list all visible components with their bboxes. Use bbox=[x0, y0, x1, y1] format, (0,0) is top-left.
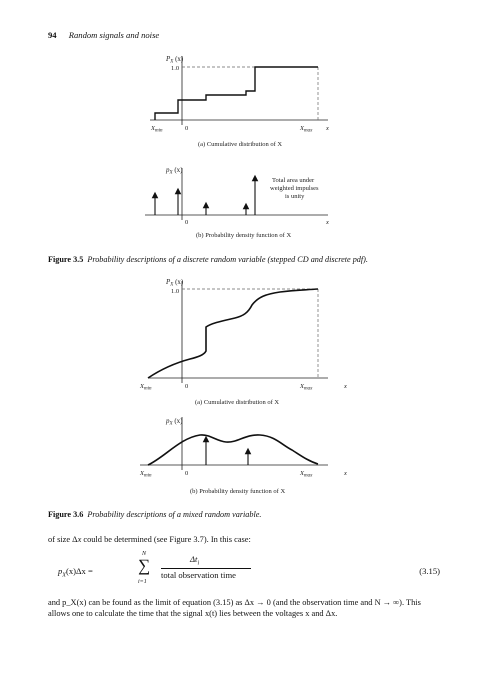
mixed-cdf-x-label: x bbox=[344, 383, 347, 390]
eq-lhs: $p_X(x)\Delta x$ = bbox=[58, 566, 93, 579]
mixed-pdf-caption: (b) Probability density function of X bbox=[190, 488, 286, 495]
eq-fraction-bar bbox=[161, 568, 251, 569]
mixed-cdf-zero-label: 0 bbox=[185, 383, 189, 390]
pdf-caption: (b) Probability density function of X bbox=[196, 232, 292, 239]
pdf-ylabel: $p_X$ (x) bbox=[166, 166, 183, 176]
mixed-pdf-curve bbox=[148, 435, 318, 465]
eq-denominator: total observation time bbox=[161, 570, 236, 580]
eq-sum-sign: ∑ bbox=[138, 556, 151, 575]
eq-sum-lower: i=1 bbox=[138, 579, 147, 585]
equation-3-15 bbox=[58, 551, 440, 591]
eq-sum-upper: N bbox=[142, 551, 147, 557]
cdf-x-label: x bbox=[326, 125, 329, 132]
figure-3-6 bbox=[0, 275, 481, 505]
mixed-cdf-xmax-label: $X_{max}$ bbox=[300, 383, 313, 392]
mixed-cdf-caption: (a) Cumulative distribution of X bbox=[195, 399, 280, 406]
mixed-pdf-ylabel: $p_X$ (x) bbox=[166, 417, 183, 427]
mixed-cdf-ylabel: $P_X$ (x) bbox=[166, 278, 184, 288]
page-number: 94 bbox=[48, 30, 57, 40]
stepped-cdf-curve bbox=[155, 67, 318, 120]
mixed-pdf-xmin-label: $X_{min}$ bbox=[140, 470, 152, 479]
pdf-annotation-1: Total area under bbox=[272, 177, 315, 184]
pdf-x-label: x bbox=[326, 219, 329, 226]
running-title: Random signals and noise bbox=[68, 30, 160, 40]
body-line-1: of size Δx could be determined (see Figure 3.7). In this case: bbox=[48, 535, 251, 544]
page-header bbox=[48, 30, 159, 40]
cdf-zero-label: 0 bbox=[185, 125, 189, 132]
mixed-pdf-zero-label: 0 bbox=[185, 470, 189, 477]
cdf-one-label: 1.0 bbox=[171, 65, 180, 72]
figure-3-6-caption: Figure 3.6 Probability descriptions of a mixed random variable. bbox=[48, 510, 262, 519]
cdf-xmin-label: $X_{min}$ bbox=[151, 125, 163, 134]
mixed-pdf-x-label: x bbox=[344, 470, 347, 477]
mixed-cdf-xmin-label: $X_{min}$ bbox=[140, 383, 152, 392]
cdf-ylabel: $P_X$ (x) bbox=[166, 55, 184, 65]
cdf-xmax-label: $X_{max}$ bbox=[300, 125, 313, 134]
pdf-annotation-3: is unity bbox=[285, 193, 305, 200]
body-paragraph: and p_X(x) can be found as the limit of equation (3.15) as Δx → 0 (and the observation time and N → ∞). This allows one to calculate the time that the signal x(t) lies between the voltages x and Δx. bbox=[48, 598, 421, 618]
pdf-zero-label: 0 bbox=[185, 219, 189, 226]
figure-3-5-caption: Figure 3.5 Probability descriptions of a discrete random variable (stepped CD and discrete pdf). bbox=[48, 255, 368, 264]
mixed-cdf-curve bbox=[148, 289, 318, 378]
cdf-caption: (a) Cumulative distribution of X bbox=[198, 141, 283, 148]
mixed-pdf-xmax-label: $X_{max}$ bbox=[300, 470, 313, 479]
eq-numerator: $\Delta t_i$ bbox=[190, 554, 200, 567]
mixed-cdf-one-label: 1.0 bbox=[171, 288, 180, 295]
eq-number: (3.15) bbox=[419, 566, 440, 576]
pdf-annotation-2: weighted impulses bbox=[270, 185, 319, 192]
